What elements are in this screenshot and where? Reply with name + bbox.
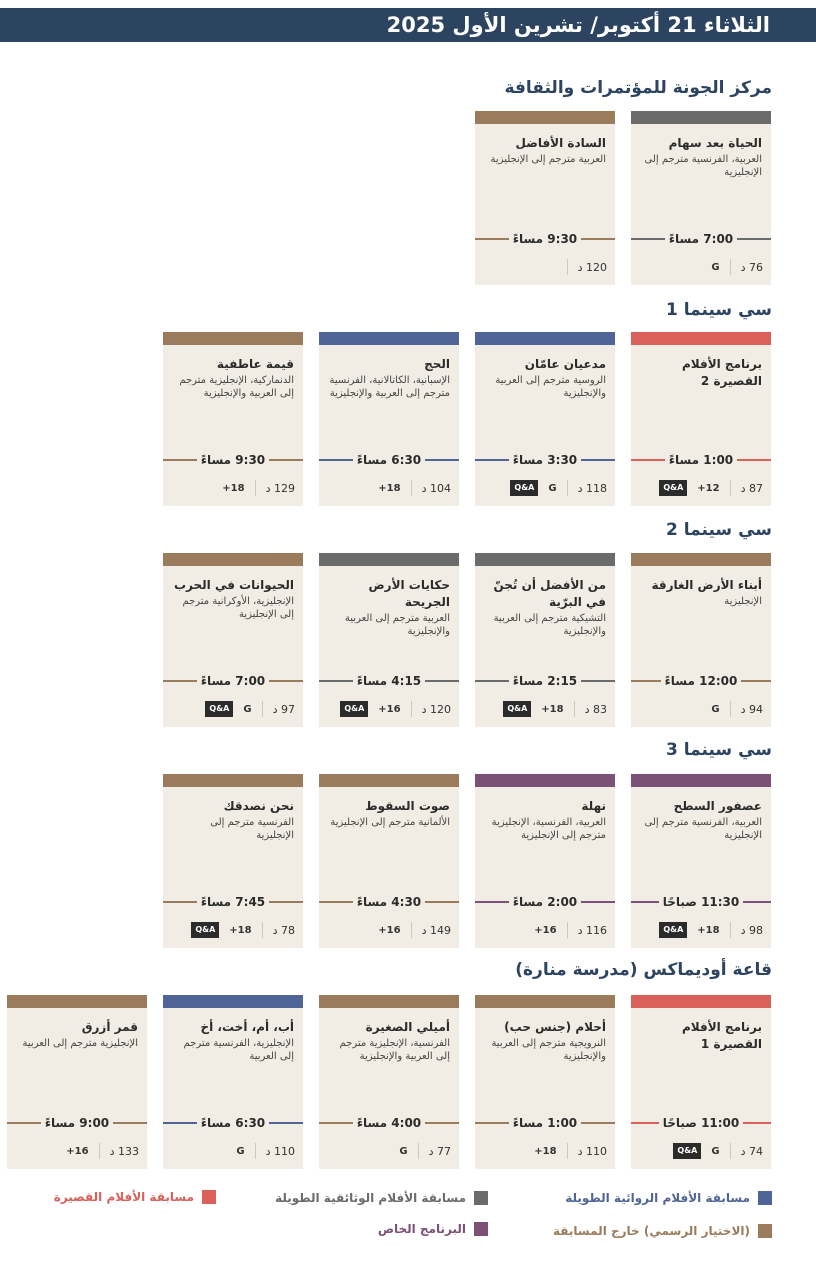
age-rating: +16 (378, 924, 401, 936)
film-languages: الفرنسية مترجم إلى الإنجليزية (210, 817, 294, 841)
meta-divider (574, 701, 575, 717)
category-stripe (475, 332, 615, 345)
category-stripe (475, 111, 615, 124)
showtime-row (631, 894, 771, 910)
film-title: نهلة (581, 799, 606, 813)
qa-badge: Q&A (503, 701, 531, 717)
duration: 77 د (428, 1144, 451, 1158)
film-meta (327, 698, 451, 720)
showtime-line-right (269, 1122, 303, 1124)
age-rating: +18 (697, 924, 720, 936)
film-title: مدعيان عامّان (524, 357, 606, 371)
age-rating: +18 (229, 924, 252, 936)
film-title: أحلام (جنس حب) (504, 1020, 606, 1034)
showtime-line-left (163, 1122, 197, 1124)
meta-divider (730, 1143, 731, 1159)
film-meta (171, 919, 295, 941)
showtime-row (319, 1115, 459, 1131)
showtime-line-right (743, 1122, 771, 1124)
film-card[interactable] (319, 332, 459, 506)
film-languages: الإنجليزية مترجم إلى العربية (22, 1038, 138, 1049)
meta-divider (567, 480, 568, 496)
showtime-line-left (163, 680, 197, 682)
category-stripe (163, 774, 303, 787)
showtime-row (631, 231, 771, 247)
category-stripe (475, 774, 615, 787)
category-stripe (7, 995, 147, 1008)
showtime-line-right (581, 1122, 615, 1124)
showtime-row (163, 1115, 303, 1131)
showtime-line-left (475, 1122, 509, 1124)
film-title: أميلي الصغيرة (365, 1020, 450, 1034)
film-meta (483, 919, 607, 941)
showtime-row (475, 894, 615, 910)
duration: 97 د (272, 702, 295, 716)
film-meta (171, 698, 295, 720)
showtime: 2:00 مساءً (512, 895, 578, 909)
showtime: 12:00 مساءً (664, 674, 738, 688)
showtime: 7:45 مساءً (200, 895, 266, 909)
age-rating: +18 (222, 482, 245, 494)
film-meta (639, 1140, 763, 1162)
duration: 129 د (265, 481, 295, 495)
film-meta (639, 698, 763, 720)
film-card[interactable] (475, 774, 615, 948)
qa-badge: Q&A (510, 480, 538, 496)
duration: 133 د (109, 1144, 139, 1158)
age-rating: G (711, 261, 720, 273)
film-languages: العربية مترجم إلى الإنجليزية (490, 154, 606, 165)
meta-divider (99, 1143, 100, 1159)
film-title: الحياة بعد سهام (668, 136, 762, 150)
legend-label: (الاختيار الرسمي) خارج المسابقة (553, 1224, 750, 1238)
film-card[interactable] (163, 995, 303, 1169)
film-languages: العربية مترجم إلى العربية والإنجليزية (344, 613, 450, 637)
legend-swatch (202, 1190, 216, 1204)
showtime-line-left (631, 1122, 659, 1124)
category-stripe (319, 553, 459, 566)
film-card[interactable] (475, 111, 615, 285)
showtime-line-left (319, 680, 353, 682)
showtime-line-left (475, 901, 509, 903)
meta-divider (262, 922, 263, 938)
film-meta (327, 919, 451, 941)
showtime: 4:15 مساءً (356, 674, 422, 688)
showtime-line-left (631, 459, 665, 461)
showtime-row (475, 1115, 615, 1131)
showtime-row (319, 452, 459, 468)
film-card[interactable] (631, 995, 771, 1169)
showtime-row (319, 673, 459, 689)
film-card[interactable] (475, 553, 615, 727)
age-rating: G (711, 703, 720, 715)
showtime: 1:00 مساءً (512, 1116, 578, 1130)
film-card[interactable] (319, 553, 459, 727)
qa-badge: Q&A (191, 922, 219, 938)
film-meta (483, 477, 607, 499)
duration: 78 د (272, 923, 295, 937)
showtime-line-left (475, 459, 509, 461)
film-languages: النرويجية مترجم إلى العربية والإنجليزية (491, 1038, 606, 1062)
film-card[interactable] (319, 774, 459, 948)
legend-item (54, 1190, 216, 1204)
age-rating: +16 (66, 1145, 89, 1157)
age-rating: +18 (534, 1145, 557, 1157)
film-title: برنامج الأفلام القصيرة 1 (681, 1020, 762, 1051)
showtime-line-left (163, 459, 197, 461)
showtime: 4:00 مساءً (356, 1116, 422, 1130)
showtime: 9:30 مساءً (200, 453, 266, 467)
film-title: الحج (424, 357, 450, 371)
showtime-row (163, 894, 303, 910)
qa-badge: Q&A (205, 701, 233, 717)
duration: 118 د (577, 481, 607, 495)
meta-divider (730, 922, 731, 938)
film-card[interactable] (163, 774, 303, 948)
showtime-line-right (581, 238, 615, 240)
film-title: قمر أزرق (81, 1020, 138, 1034)
showtime-line-right (269, 680, 303, 682)
duration: 110 د (265, 1144, 295, 1158)
film-title: عصفور السطح (673, 799, 762, 813)
film-meta (327, 1140, 451, 1162)
legend-item (553, 1224, 772, 1238)
duration: 94 د (740, 702, 763, 716)
showtime-row (475, 452, 615, 468)
film-languages: العربية، الفرنسية، الإنجليزية مترجم إلى الإنجليزية (491, 817, 606, 841)
film-meta (483, 256, 607, 278)
film-title: نحن نصدقك (223, 799, 294, 813)
meta-divider (411, 922, 412, 938)
showtime-line-right (581, 459, 615, 461)
duration: 104 د (421, 481, 451, 495)
film-meta (639, 919, 763, 941)
age-rating: +18 (378, 482, 401, 494)
showtime-line-right (269, 901, 303, 903)
showtime-line-right (425, 901, 459, 903)
film-title: حكايات الأرض الجريحة (368, 578, 450, 609)
showtime-row (631, 1115, 771, 1131)
showtime-line-left (631, 680, 661, 682)
legend-label: مسابقة الأفلام الروائية الطويلة (565, 1191, 750, 1205)
film-title: الحيوانات في الحرب (173, 578, 294, 592)
duration: 83 د (584, 702, 607, 716)
film-languages: الألمانية مترجم إلى الإنجليزية (330, 817, 450, 828)
showtime-line-right (425, 1122, 459, 1124)
showtime-line-left (475, 680, 509, 682)
legend-label: البرنامج الخاص (377, 1222, 466, 1236)
showtime: 9:30 مساءً (512, 232, 578, 246)
venue-title: سي سينما 2 (666, 520, 772, 540)
age-rating: +12 (697, 482, 720, 494)
meta-divider (255, 480, 256, 496)
film-title: أب، أم، أخت، أخ (200, 1020, 294, 1034)
legend-swatch (474, 1222, 488, 1236)
showtime: 1:00 مساءً (668, 453, 734, 467)
film-meta (327, 477, 451, 499)
meta-divider (411, 480, 412, 496)
showtime-line-left (475, 238, 509, 240)
film-meta (171, 477, 295, 499)
legend-item (565, 1191, 772, 1205)
showtime: 6:30 مساءً (356, 453, 422, 467)
category-stripe (475, 995, 615, 1008)
showtime-row (319, 894, 459, 910)
showtime-row (475, 673, 615, 689)
category-stripe (319, 332, 459, 345)
showtime: 11:30 صباحًا (662, 895, 740, 909)
category-stripe (163, 332, 303, 345)
duration: 149 د (421, 923, 451, 937)
showtime-row (7, 1115, 147, 1131)
showtime-row (475, 231, 615, 247)
meta-divider (411, 701, 412, 717)
meta-divider (567, 922, 568, 938)
film-title: السادة الأفاضل (515, 136, 606, 150)
qa-badge: Q&A (659, 480, 687, 496)
page-title: الثلاثاء 21 أكتوبر/ تشرين الأول 2025 (386, 13, 770, 37)
film-title: برنامج الأفلام القصيرة 2 (681, 357, 762, 388)
legend-label: مسابقة الأفلام القصيرة (53, 1190, 194, 1204)
showtime-row (631, 452, 771, 468)
legend-swatch (758, 1191, 772, 1205)
film-title: قيمة عاطفية (216, 357, 294, 371)
film-meta (483, 698, 607, 720)
film-languages: الفرنسية، الإنجليزية مترجم إلى العربية والإنجليزية (339, 1038, 450, 1062)
showtime-line-right (269, 459, 303, 461)
category-stripe (475, 553, 615, 566)
legend-item (378, 1222, 488, 1236)
film-card[interactable] (163, 332, 303, 506)
film-card[interactable] (631, 774, 771, 948)
category-stripe (631, 111, 771, 124)
showtime-line-left (631, 901, 659, 903)
category-stripe (163, 995, 303, 1008)
legend-item (275, 1191, 488, 1205)
meta-divider (262, 701, 263, 717)
film-meta (639, 477, 763, 499)
film-languages: الدنماركية، الإنجليزية مترجم إلى العربية والإنجليزية (179, 375, 294, 399)
age-rating: G (399, 1145, 408, 1157)
showtime-row (163, 673, 303, 689)
film-languages: الإنجليزية (724, 596, 762, 607)
film-card[interactable] (475, 995, 615, 1169)
age-rating: G (243, 703, 252, 715)
film-card[interactable] (7, 995, 147, 1169)
category-stripe (631, 995, 771, 1008)
category-stripe (163, 553, 303, 566)
venue-title: قاعة أوديماكس (مدرسة منارة) (515, 960, 772, 980)
date-header (0, 8, 816, 42)
film-card[interactable] (319, 995, 459, 1169)
film-title: أبناء الأرض الغارقة (651, 578, 762, 592)
film-languages: العربية، الفرنسية مترجم إلى الإنجليزية (644, 817, 762, 841)
duration: 98 د (740, 923, 763, 937)
category-stripe (631, 553, 771, 566)
showtime-row (163, 452, 303, 468)
showtime-line-right (581, 901, 615, 903)
film-languages: الإنجليزية، الأوكرانية مترجم إلى الإنجليزية (182, 596, 294, 620)
showtime-line-left (7, 1122, 41, 1124)
showtime-line-right (581, 680, 615, 682)
category-stripe (319, 995, 459, 1008)
film-card[interactable] (475, 332, 615, 506)
showtime: 7:00 مساءً (668, 232, 734, 246)
film-card[interactable] (631, 332, 771, 506)
showtime-line-left (163, 901, 197, 903)
age-rating: G (548, 482, 557, 494)
showtime: 11:00 صباحًا (662, 1116, 740, 1130)
showtime-line-right (425, 459, 459, 461)
meta-divider (255, 1143, 256, 1159)
showtime: 3:30 مساءً (512, 453, 578, 467)
venue-title: مركز الجونة للمؤتمرات والثقافة (504, 78, 772, 98)
showtime-line-left (319, 1122, 353, 1124)
meta-divider (730, 480, 731, 496)
category-stripe (319, 774, 459, 787)
qa-badge: Q&A (673, 1143, 701, 1159)
showtime: 9:00 مساءً (44, 1116, 110, 1130)
duration: 74 د (740, 1144, 763, 1158)
showtime-line-right (737, 459, 771, 461)
showtime: 6:30 مساءً (200, 1116, 266, 1130)
duration: 76 د (740, 260, 763, 274)
film-card[interactable] (631, 553, 771, 727)
category-stripe (631, 332, 771, 345)
film-languages: الإنجليزية، الفرنسية مترجم إلى العربية (183, 1038, 294, 1062)
meta-divider (730, 259, 731, 275)
venue-title: سي سينما 3 (666, 740, 772, 760)
age-rating: +18 (541, 703, 564, 715)
legend-swatch (758, 1224, 772, 1238)
film-card[interactable] (163, 553, 303, 727)
category-stripe (631, 774, 771, 787)
meta-divider (418, 1143, 419, 1159)
duration: 120 د (421, 702, 451, 716)
film-title: صوت السقوط (365, 799, 450, 813)
showtime-row (631, 673, 771, 689)
showtime-line-right (113, 1122, 147, 1124)
film-languages: الروسية مترجم إلى العربية والإنجليزية (495, 375, 606, 399)
duration: 116 د (577, 923, 607, 937)
film-meta (15, 1140, 139, 1162)
film-languages: الإسبانية، الكاتالانية، الفرنسية مترجم إلى العربية والإنجليزية (329, 375, 450, 399)
film-meta (171, 1140, 295, 1162)
showtime-line-right (737, 238, 771, 240)
qa-badge: Q&A (340, 701, 368, 717)
showtime-line-left (631, 238, 665, 240)
age-rating: +16 (378, 703, 401, 715)
age-rating: G (711, 1145, 720, 1157)
showtime-line-right (743, 901, 771, 903)
showtime: 2:15 مساءً (512, 674, 578, 688)
film-card[interactable] (631, 111, 771, 285)
qa-badge: Q&A (659, 922, 687, 938)
film-title: من الأفضل أن تُجنّ في البرّية (493, 578, 606, 609)
age-rating: +16 (534, 924, 557, 936)
film-languages: العربية، الفرنسية مترجم إلى الإنجليزية (644, 154, 762, 178)
meta-divider (730, 701, 731, 717)
meta-divider (567, 259, 568, 275)
age-rating: G (236, 1145, 245, 1157)
showtime-line-right (741, 680, 771, 682)
venue-title: سي سينما 1 (666, 300, 772, 320)
duration: 87 د (740, 481, 763, 495)
showtime: 7:00 مساءً (200, 674, 266, 688)
duration: 120 د (577, 260, 607, 274)
legend-swatch (474, 1191, 488, 1205)
meta-divider (567, 1143, 568, 1159)
showtime-line-left (319, 459, 353, 461)
showtime-line-left (319, 901, 353, 903)
duration: 110 د (577, 1144, 607, 1158)
film-meta (483, 1140, 607, 1162)
showtime-line-right (425, 680, 459, 682)
legend-label: مسابقة الأفلام الوثائقية الطويلة (275, 1191, 466, 1205)
film-languages: التشيكية مترجم إلى العربية والإنجليزية (493, 613, 606, 637)
showtime: 4:30 مساءً (356, 895, 422, 909)
film-meta (639, 256, 763, 278)
